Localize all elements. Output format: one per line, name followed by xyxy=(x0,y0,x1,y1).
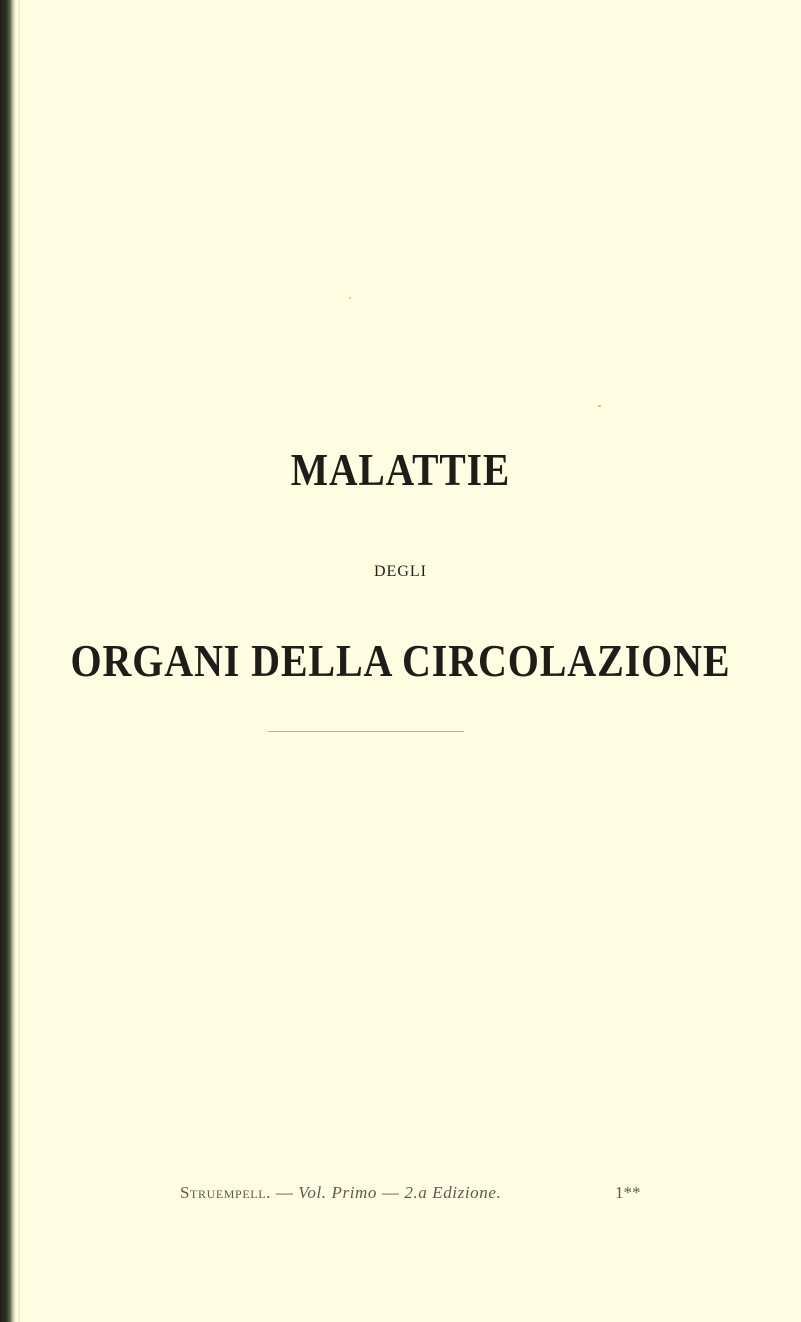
footer-volume: Vol. Primo xyxy=(298,1183,378,1202)
footer-separator: — xyxy=(377,1183,405,1202)
title-main: MALATTIE xyxy=(290,444,511,495)
title-divider-rule xyxy=(268,731,464,732)
paper-speck xyxy=(598,405,601,407)
footer-signature-mark: 1** xyxy=(615,1183,641,1202)
binding-shadow xyxy=(18,0,20,1322)
footer-author: Struempell xyxy=(180,1183,267,1202)
footer-edition: 2.a Edizione. xyxy=(404,1183,502,1202)
page-footer xyxy=(0,1183,801,1207)
page-binding-edge xyxy=(0,0,16,1322)
footer-separator: . — xyxy=(266,1183,299,1202)
title-connector: DEGLI xyxy=(374,563,427,580)
paper-speck xyxy=(349,297,351,299)
footer-imprint xyxy=(180,1183,501,1203)
title-subject: ORGANI DELLA CIRCOLAZIONE xyxy=(70,635,731,686)
